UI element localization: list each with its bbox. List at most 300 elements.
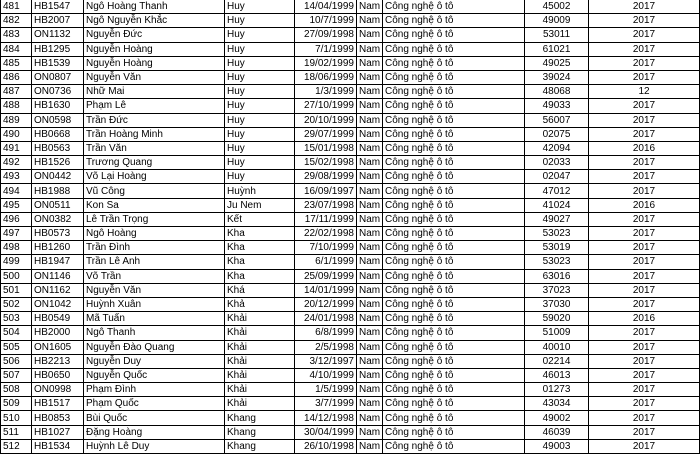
major-code-cell: 49025 — [525, 56, 589, 70]
gender-cell: Nam — [357, 354, 383, 368]
last-middle-name-cell: Nguyễn Đức — [84, 28, 225, 42]
gender-cell: Nam — [357, 255, 383, 269]
major-cell: Công nghệ ô tô — [383, 411, 525, 425]
last-middle-name-cell: Đặng Hoàng — [84, 425, 225, 439]
row-number-cell: 493 — [1, 170, 32, 184]
table-row — [1, 184, 700, 198]
table-row — [1, 283, 700, 297]
major-code-cell: 56007 — [525, 113, 589, 127]
gender-cell: Nam — [357, 411, 383, 425]
student-code-cell: ON0736 — [32, 85, 84, 99]
birth-date-cell: 14/04/1999 — [295, 0, 357, 14]
student-code-cell: HB1988 — [32, 184, 84, 198]
intake-year-cell: 2017 — [589, 99, 700, 113]
birth-date-cell: 3/7/1999 — [295, 397, 357, 411]
major-cell: Công nghệ ô tô — [383, 368, 525, 382]
last-middle-name-cell: Phạm Lê — [84, 99, 225, 113]
row-number-cell: 507 — [1, 368, 32, 382]
student-code-cell: ON1162 — [32, 283, 84, 297]
last-middle-name-cell: Trần Lê Anh — [84, 255, 225, 269]
first-name-cell: Khá — [225, 283, 295, 297]
major-code-cell: 45002 — [525, 0, 589, 14]
intake-year-cell: 2017 — [589, 368, 700, 382]
major-cell: Công nghệ ô tô — [383, 56, 525, 70]
first-name-cell: Huy — [225, 42, 295, 56]
intake-year-cell: 2017 — [589, 156, 700, 170]
last-middle-name-cell: Trần Hoàng Minh — [84, 127, 225, 141]
major-code-cell: 49033 — [525, 99, 589, 113]
intake-year-cell: 2017 — [589, 127, 700, 141]
birth-date-cell: 14/01/1999 — [295, 283, 357, 297]
gender-cell: Nam — [357, 326, 383, 340]
gender-cell: Nam — [357, 212, 383, 226]
intake-year-cell: 2017 — [589, 269, 700, 283]
row-number-cell: 481 — [1, 0, 32, 14]
major-cell: Công nghệ ô tô — [383, 14, 525, 28]
student-code-cell: ON1146 — [32, 269, 84, 283]
first-name-cell: Khải — [225, 326, 295, 340]
birth-date-cell: 16/09/1997 — [295, 184, 357, 198]
intake-year-cell: 2017 — [589, 113, 700, 127]
intake-year-cell: 2016 — [589, 198, 700, 212]
table-row — [1, 241, 700, 255]
row-number-cell: 496 — [1, 212, 32, 226]
first-name-cell: Huy — [225, 141, 295, 155]
table-row — [1, 212, 700, 226]
row-number-cell: 504 — [1, 326, 32, 340]
birth-date-cell: 15/02/1998 — [295, 156, 357, 170]
first-name-cell: Ju Nem — [225, 198, 295, 212]
birth-date-cell: 26/10/1998 — [295, 439, 357, 453]
student-code-cell: ON0807 — [32, 70, 84, 84]
student-code-cell: HB2213 — [32, 354, 84, 368]
last-middle-name-cell: Kon Sa — [84, 198, 225, 212]
student-code-cell: HB1539 — [32, 56, 84, 70]
birth-date-cell: 7/10/1999 — [295, 241, 357, 255]
birth-date-cell: 20/12/1999 — [295, 297, 357, 311]
major-code-cell: 02214 — [525, 354, 589, 368]
last-middle-name-cell: Phạm Đình — [84, 383, 225, 397]
major-code-cell: 48068 — [525, 85, 589, 99]
intake-year-cell: 2017 — [589, 227, 700, 241]
major-code-cell: 43034 — [525, 397, 589, 411]
last-middle-name-cell: Mã Tuấn — [84, 312, 225, 326]
birth-date-cell: 27/10/1999 — [295, 99, 357, 113]
major-code-cell: 49003 — [525, 439, 589, 453]
major-code-cell: 41024 — [525, 198, 589, 212]
table-row — [1, 297, 700, 311]
student-code-cell: ON1042 — [32, 297, 84, 311]
intake-year-cell: 2017 — [589, 340, 700, 354]
row-number-cell: 506 — [1, 354, 32, 368]
major-cell: Công nghệ ô tô — [383, 42, 525, 56]
major-code-cell: 39024 — [525, 70, 589, 84]
major-cell: Công nghệ ô tô — [383, 227, 525, 241]
student-code-cell: HB1027 — [32, 425, 84, 439]
intake-year-cell: 2017 — [589, 241, 700, 255]
table-row — [1, 0, 700, 14]
table-row — [1, 14, 700, 28]
last-middle-name-cell: Nhữ Mai — [84, 85, 225, 99]
row-number-cell: 483 — [1, 28, 32, 42]
first-name-cell: Kha — [225, 241, 295, 255]
student-code-cell: HB0853 — [32, 411, 84, 425]
row-number-cell: 484 — [1, 42, 32, 56]
student-code-cell: HB0549 — [32, 312, 84, 326]
table-row — [1, 28, 700, 42]
first-name-cell: Huy — [225, 113, 295, 127]
student-code-cell: HB1260 — [32, 241, 84, 255]
last-middle-name-cell: Phạm Quốc — [84, 397, 225, 411]
birth-date-cell: 3/12/1997 — [295, 354, 357, 368]
student-code-cell: HB1295 — [32, 42, 84, 56]
major-code-cell: 47012 — [525, 184, 589, 198]
gender-cell: Nam — [357, 283, 383, 297]
gender-cell: Nam — [357, 170, 383, 184]
major-code-cell: 02075 — [525, 127, 589, 141]
major-code-cell: 46039 — [525, 425, 589, 439]
student-code-cell: HB1517 — [32, 397, 84, 411]
last-middle-name-cell: Trương Quang — [84, 156, 225, 170]
table-row — [1, 156, 700, 170]
intake-year-cell: 2017 — [589, 283, 700, 297]
first-name-cell: Huy — [225, 156, 295, 170]
first-name-cell: Huy — [225, 85, 295, 99]
major-code-cell: 51009 — [525, 326, 589, 340]
first-name-cell: Khải — [225, 312, 295, 326]
first-name-cell: Khải — [225, 383, 295, 397]
row-number-cell: 510 — [1, 411, 32, 425]
birth-date-cell: 19/02/1999 — [295, 56, 357, 70]
major-cell: Công nghệ ô tô — [383, 312, 525, 326]
student-code-cell: HB1526 — [32, 156, 84, 170]
birth-date-cell: 29/08/1999 — [295, 170, 357, 184]
table-row — [1, 383, 700, 397]
last-middle-name-cell: Ngô Hoàng — [84, 227, 225, 241]
gender-cell: Nam — [357, 368, 383, 382]
row-number-cell: 492 — [1, 156, 32, 170]
table-body — [1, 0, 700, 454]
intake-year-cell: 12 — [589, 85, 700, 99]
intake-year-cell: 2017 — [589, 354, 700, 368]
birth-date-cell: 10/7/1999 — [295, 14, 357, 28]
table-row — [1, 312, 700, 326]
major-cell: Công nghệ ô tô — [383, 28, 525, 42]
major-cell: Công nghệ ô tô — [383, 127, 525, 141]
last-middle-name-cell: Huỳnh Xuân — [84, 297, 225, 311]
major-cell: Công nghệ ô tô — [383, 85, 525, 99]
gender-cell: Nam — [357, 85, 383, 99]
gender-cell: Nam — [357, 425, 383, 439]
major-cell: Công nghệ ô tô — [383, 241, 525, 255]
major-cell: Công nghệ ô tô — [383, 156, 525, 170]
intake-year-cell: 2016 — [589, 141, 700, 155]
gender-cell: Nam — [357, 397, 383, 411]
first-name-cell: Huỳnh — [225, 184, 295, 198]
table-row — [1, 170, 700, 184]
intake-year-cell: 2017 — [589, 425, 700, 439]
gender-cell: Nam — [357, 241, 383, 255]
intake-year-cell: 2017 — [589, 212, 700, 226]
major-code-cell: 37023 — [525, 283, 589, 297]
last-middle-name-cell: Nguyễn Văn — [84, 70, 225, 84]
birth-date-cell: 15/01/1998 — [295, 141, 357, 155]
row-number-cell: 509 — [1, 397, 32, 411]
table-row — [1, 85, 700, 99]
intake-year-cell: 2017 — [589, 28, 700, 42]
student-code-cell: HB0668 — [32, 127, 84, 141]
student-code-cell: ON0511 — [32, 198, 84, 212]
birth-date-cell: 20/10/1999 — [295, 113, 357, 127]
major-cell: Công nghệ ô tô — [383, 326, 525, 340]
table-row — [1, 113, 700, 127]
birth-date-cell: 1/5/1999 — [295, 383, 357, 397]
major-cell: Công nghệ ô tô — [383, 354, 525, 368]
intake-year-cell: 2017 — [589, 42, 700, 56]
first-name-cell: Kha — [225, 255, 295, 269]
last-middle-name-cell: Nguyễn Hoàng — [84, 42, 225, 56]
last-middle-name-cell: Nguyễn Đào Quang — [84, 340, 225, 354]
gender-cell: Nam — [357, 56, 383, 70]
student-code-cell: ON0382 — [32, 212, 84, 226]
birth-date-cell: 7/1/1999 — [295, 42, 357, 56]
intake-year-cell: 2017 — [589, 297, 700, 311]
first-name-cell: Huy — [225, 170, 295, 184]
gender-cell: Nam — [357, 439, 383, 453]
major-cell: Công nghệ ô tô — [383, 113, 525, 127]
major-code-cell: 02047 — [525, 170, 589, 184]
student-code-cell: ON0442 — [32, 170, 84, 184]
table-row — [1, 42, 700, 56]
gender-cell: Nam — [357, 113, 383, 127]
row-number-cell: 502 — [1, 297, 32, 311]
birth-date-cell: 25/09/1999 — [295, 269, 357, 283]
major-code-cell: 63016 — [525, 269, 589, 283]
major-cell: Công nghệ ô tô — [383, 99, 525, 113]
major-code-cell: 61021 — [525, 42, 589, 56]
major-cell: Công nghệ ô tô — [383, 297, 525, 311]
row-number-cell: 495 — [1, 198, 32, 212]
birth-date-cell: 23/07/1998 — [295, 198, 357, 212]
table-row — [1, 198, 700, 212]
student-code-cell: HB0573 — [32, 227, 84, 241]
intake-year-cell: 2017 — [589, 439, 700, 453]
first-name-cell: Huy — [225, 56, 295, 70]
intake-year-cell: 2017 — [589, 184, 700, 198]
first-name-cell: Huy — [225, 28, 295, 42]
row-number-cell: 512 — [1, 439, 32, 453]
first-name-cell: Kết — [225, 212, 295, 226]
major-code-cell: 46013 — [525, 368, 589, 382]
first-name-cell: Khang — [225, 425, 295, 439]
major-cell: Công nghệ ô tô — [383, 397, 525, 411]
first-name-cell: Huy — [225, 70, 295, 84]
gender-cell: Nam — [357, 227, 383, 241]
table-row — [1, 141, 700, 155]
student-code-cell: HB2000 — [32, 326, 84, 340]
last-middle-name-cell: Trần Văn — [84, 141, 225, 155]
student-code-cell: HB0563 — [32, 141, 84, 155]
major-cell: Công nghệ ô tô — [383, 425, 525, 439]
student-code-cell: ON0598 — [32, 113, 84, 127]
gender-cell: Nam — [357, 340, 383, 354]
intake-year-cell: 2017 — [589, 0, 700, 14]
first-name-cell: Huy — [225, 14, 295, 28]
birth-date-cell: 4/10/1999 — [295, 368, 357, 382]
first-name-cell: Huy — [225, 0, 295, 14]
row-number-cell: 490 — [1, 127, 32, 141]
major-code-cell: 40010 — [525, 340, 589, 354]
student-code-cell: HB1534 — [32, 439, 84, 453]
row-number-cell: 498 — [1, 241, 32, 255]
intake-year-cell: 2017 — [589, 397, 700, 411]
student-code-cell: ON0998 — [32, 383, 84, 397]
birth-date-cell: 18/06/1999 — [295, 70, 357, 84]
major-cell: Công nghệ ô tô — [383, 212, 525, 226]
table-row — [1, 255, 700, 269]
gender-cell: Nam — [357, 127, 383, 141]
table-row — [1, 227, 700, 241]
last-middle-name-cell: Lê Trần Trọng — [84, 212, 225, 226]
birth-date-cell: 29/07/1999 — [295, 127, 357, 141]
gender-cell: Nam — [357, 297, 383, 311]
row-number-cell: 489 — [1, 113, 32, 127]
last-middle-name-cell: Trần Đình — [84, 241, 225, 255]
birth-date-cell: 22/02/1998 — [295, 227, 357, 241]
table-row — [1, 99, 700, 113]
intake-year-cell: 2017 — [589, 14, 700, 28]
birth-date-cell: 24/01/1998 — [295, 312, 357, 326]
major-code-cell: 02033 — [525, 156, 589, 170]
major-cell: Công nghệ ô tô — [383, 170, 525, 184]
major-code-cell: 49027 — [525, 212, 589, 226]
student-code-cell: HB0650 — [32, 368, 84, 382]
first-name-cell: Kha — [225, 269, 295, 283]
birth-date-cell: 17/11/1999 — [295, 212, 357, 226]
student-code-cell: HB1547 — [32, 0, 84, 14]
major-cell: Công nghệ ô tô — [383, 198, 525, 212]
major-cell: Công nghệ ô tô — [383, 340, 525, 354]
intake-year-cell: 2017 — [589, 70, 700, 84]
row-number-cell: 500 — [1, 269, 32, 283]
gender-cell: Nam — [357, 269, 383, 283]
intake-year-cell: 2017 — [589, 411, 700, 425]
gender-cell: Nam — [357, 156, 383, 170]
row-number-cell: 505 — [1, 340, 32, 354]
student-code-cell: HB1630 — [32, 99, 84, 113]
gender-cell: Nam — [357, 198, 383, 212]
row-number-cell: 487 — [1, 85, 32, 99]
row-number-cell: 494 — [1, 184, 32, 198]
first-name-cell: Khải — [225, 354, 295, 368]
major-cell: Công nghệ ô tô — [383, 184, 525, 198]
major-code-cell: 59020 — [525, 312, 589, 326]
first-name-cell: Huy — [225, 127, 295, 141]
row-number-cell: 497 — [1, 227, 32, 241]
major-cell: Công nghệ ô tô — [383, 0, 525, 14]
major-cell: Công nghệ ô tô — [383, 383, 525, 397]
birth-date-cell: 6/1/1999 — [295, 255, 357, 269]
student-code-cell: ON1605 — [32, 340, 84, 354]
gender-cell: Nam — [357, 14, 383, 28]
row-number-cell: 488 — [1, 99, 32, 113]
birth-date-cell: 1/3/1999 — [295, 85, 357, 99]
gender-cell: Nam — [357, 42, 383, 56]
last-middle-name-cell: Võ Trần — [84, 269, 225, 283]
table-row — [1, 439, 700, 453]
gender-cell: Nam — [357, 383, 383, 397]
last-middle-name-cell: Nguyễn Văn — [84, 283, 225, 297]
row-number-cell: 508 — [1, 383, 32, 397]
major-cell: Công nghệ ô tô — [383, 255, 525, 269]
major-cell: Công nghệ ô tô — [383, 70, 525, 84]
major-code-cell: 53023 — [525, 255, 589, 269]
last-middle-name-cell: Ngô Nguyễn Khắc — [84, 14, 225, 28]
major-code-cell: 53019 — [525, 241, 589, 255]
table-row — [1, 56, 700, 70]
last-middle-name-cell: Nguyễn Hoàng — [84, 56, 225, 70]
table-row — [1, 397, 700, 411]
first-name-cell: Khang — [225, 439, 295, 453]
birth-date-cell: 6/8/1999 — [295, 326, 357, 340]
major-cell: Công nghệ ô tô — [383, 141, 525, 155]
birth-date-cell: 27/09/1998 — [295, 28, 357, 42]
major-cell: Công nghệ ô tô — [383, 439, 525, 453]
major-code-cell: 53011 — [525, 28, 589, 42]
gender-cell: Nam — [357, 70, 383, 84]
student-code-cell: ON1132 — [32, 28, 84, 42]
gender-cell: Nam — [357, 312, 383, 326]
table-row — [1, 354, 700, 368]
first-name-cell: Kha — [225, 227, 295, 241]
major-code-cell: 01273 — [525, 383, 589, 397]
last-middle-name-cell: Võ Lại Hoàng — [84, 170, 225, 184]
table-row — [1, 127, 700, 141]
student-code-cell: HB2007 — [32, 14, 84, 28]
table-row — [1, 70, 700, 84]
row-number-cell: 486 — [1, 70, 32, 84]
first-name-cell: Khải — [225, 397, 295, 411]
major-code-cell: 37030 — [525, 297, 589, 311]
gender-cell: Nam — [357, 0, 383, 14]
table-row — [1, 411, 700, 425]
table-row — [1, 269, 700, 283]
row-number-cell: 485 — [1, 56, 32, 70]
first-name-cell: Khải — [225, 368, 295, 382]
table-row — [1, 425, 700, 439]
major-cell: Công nghệ ô tô — [383, 269, 525, 283]
table-row — [1, 368, 700, 382]
intake-year-cell: 2017 — [589, 326, 700, 340]
major-code-cell: 53023 — [525, 227, 589, 241]
row-number-cell: 491 — [1, 141, 32, 155]
intake-year-cell: 2017 — [589, 255, 700, 269]
last-middle-name-cell: Huỳnh Lê Duy — [84, 439, 225, 453]
birth-date-cell: 14/12/1998 — [295, 411, 357, 425]
last-middle-name-cell: Nguyễn Duy — [84, 354, 225, 368]
major-cell: Công nghệ ô tô — [383, 283, 525, 297]
gender-cell: Nam — [357, 184, 383, 198]
row-number-cell: 503 — [1, 312, 32, 326]
intake-year-cell: 2016 — [589, 312, 700, 326]
birth-date-cell: 30/04/1999 — [295, 425, 357, 439]
row-number-cell: 499 — [1, 255, 32, 269]
intake-year-cell: 2017 — [589, 170, 700, 184]
last-middle-name-cell: Ngô Hoàng Thanh — [84, 0, 225, 14]
table-row — [1, 326, 700, 340]
major-code-cell: 42094 — [525, 141, 589, 155]
birth-date-cell: 2/5/1998 — [295, 340, 357, 354]
